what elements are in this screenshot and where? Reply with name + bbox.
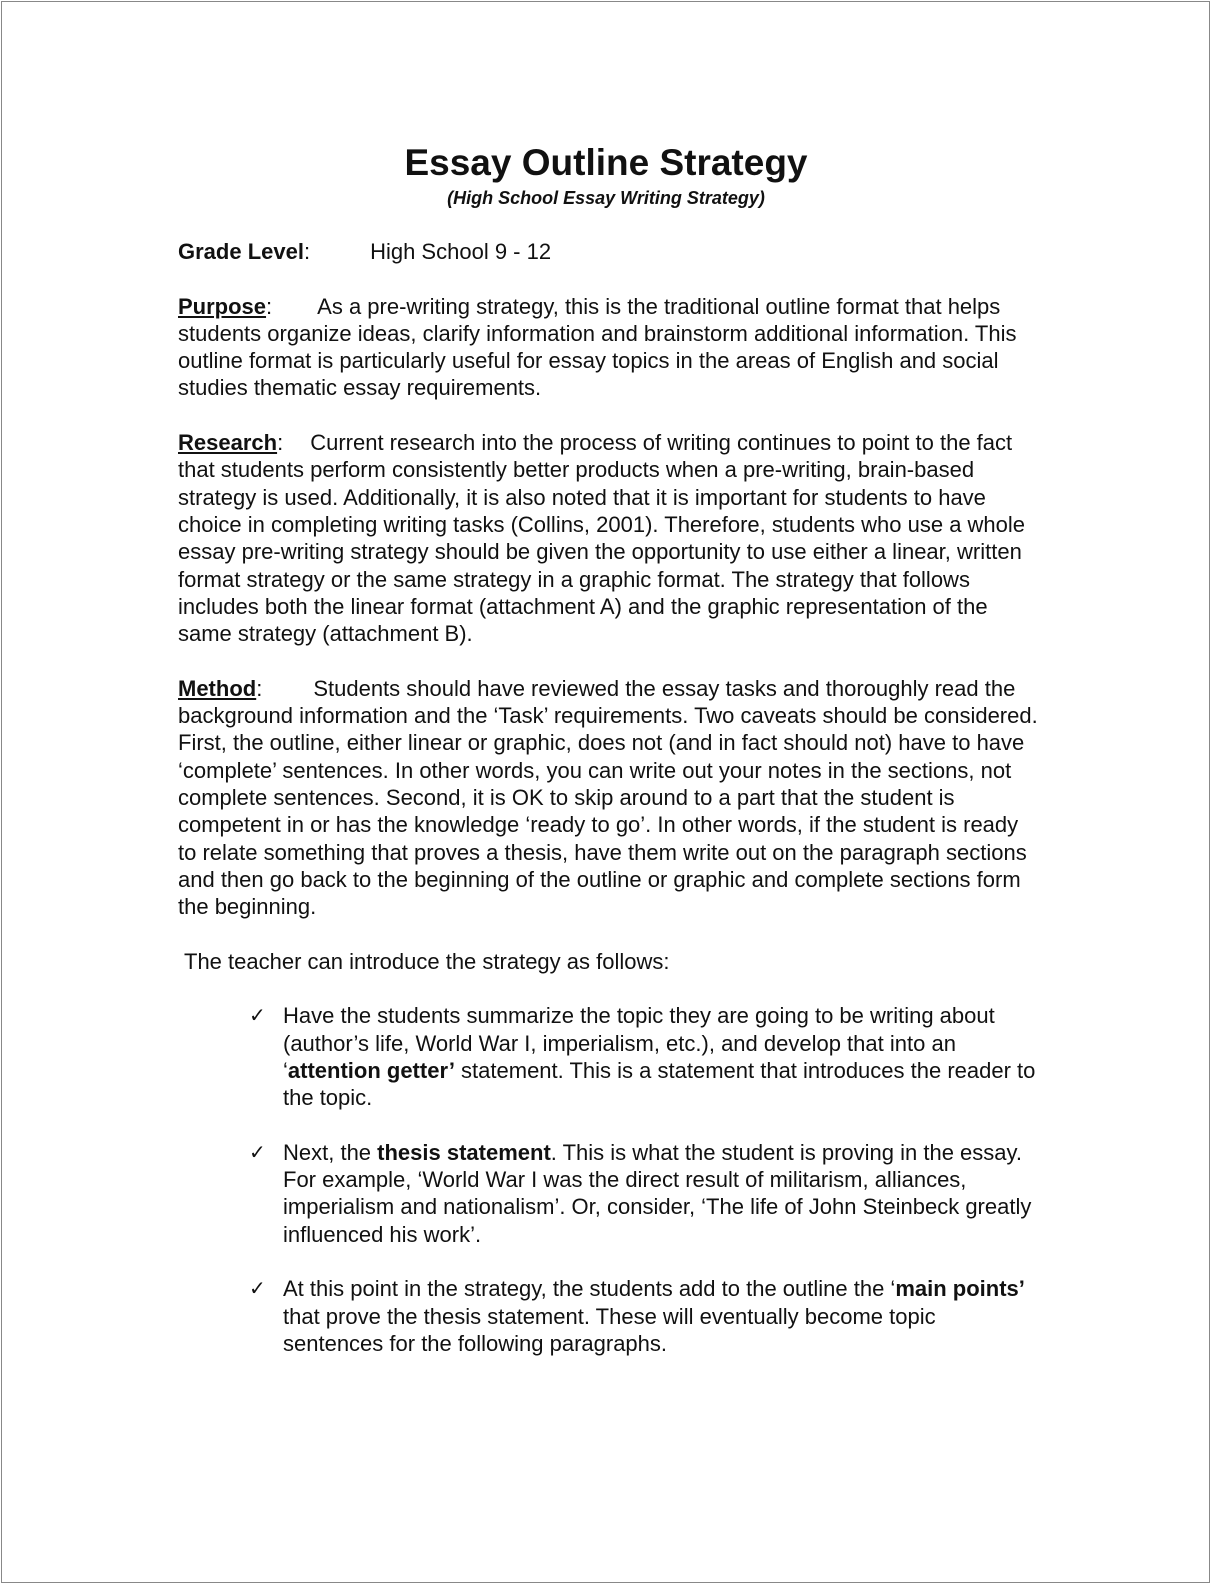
purpose-colon: : — [266, 293, 273, 319]
bullet-text: that prove the thesis statement. These will eventually become topic sentences for the following paragraphs. — [283, 1303, 936, 1356]
purpose-text: As a pre-writing strategy, this is the traditional outline format that helps students organize ideas, clarify information and brainstorm additional information. This outline format is particularly useful for essay topics in the areas of English and social studies thematic essay requirements. — [178, 293, 1017, 401]
strategy-steps-list — [178, 1002, 1038, 1357]
grade-level-label: Grade Level — [178, 239, 304, 264]
checkmark-icon: ✓ — [249, 1003, 266, 1028]
checkmark-icon: ✓ — [249, 1276, 266, 1301]
bullet-bold-text: attention getter’ — [287, 1057, 455, 1083]
grade-level-colon: : — [303, 239, 311, 264]
page-title: Essay Outline Strategy — [404, 142, 808, 183]
research-text: Current research into the process of writing continues to point to the fact that students perform consistently better products when a pre-writing, brain-based strategy is used. Additionally, it is also noted that it is important for students to have choice in completing writing tasks (Collins, 2001). Therefore, students who use a whole essay pre-writing strategy should be given the opportunity to use either a linear, written format strategy or the same strategy in a graphic format. The strategy that follows includes both the linear format (attachment A) and the graphic representation of the same strategy (attachment B). — [178, 430, 1026, 647]
document-body — [178, 140, 1038, 1384]
purpose-section — [178, 293, 1038, 402]
research-label: Research — [178, 430, 278, 456]
purpose-label: Purpose — [178, 293, 267, 319]
bullet-bold-text: thesis statement — [377, 1139, 551, 1165]
method-text: Students should have reviewed the essay tasks and thoroughly read the background information and the ‘Task’ requirements. Two caveats should be considered. First, the outline, either linear or graphic, does not (and in fact should not) have to have ‘complete’ sentences. In other words, you can write out your notes in the sections, not complete sentences. Second, it is OK to skip around to a part that the student is competent in or has the knowledge ‘ready to go’. In other words, if the student is ready to relate something that proves a thesis, have them write out on the paragraph sections and then go back to the beginning of the outline or graphic and complete sections form the beginning. — [178, 675, 1038, 920]
list-item — [178, 1275, 1038, 1357]
bullet-text: Next, the — [283, 1139, 378, 1165]
bullet-text: Have the students summarize the topic they are going to be writing about (author’s life, World War I, imperialism, etc.), and develop that into an ‘ — [283, 1003, 995, 1083]
method-colon: : — [256, 675, 263, 701]
method-section — [178, 675, 1038, 921]
bullet-bold-text: main points’ — [895, 1276, 1025, 1302]
list-item — [178, 1002, 1038, 1111]
bullet-text: statement. This is a statement that introduces the reader to the topic. — [283, 1057, 1036, 1111]
page-subtitle: (High School Essay Writing Strategy) — [447, 188, 765, 208]
grade-level-row — [178, 238, 1038, 265]
research-colon: : — [277, 430, 284, 456]
intro-text: The teacher can introduce the strategy as follows: — [184, 948, 670, 974]
grade-level-value: High School 9 - 12 — [370, 239, 552, 264]
list-item — [178, 1139, 1038, 1248]
research-section — [178, 429, 1038, 647]
bullet-text: At this point in the strategy, the students add to the outline the ‘ — [283, 1276, 896, 1302]
bullet-text: . This is what the student is proving in the essay. For example, ‘World War I was the direct result of militarism, alliances, imperialism and nationalism’. Or, consider, ‘The life of John Steinbeck greatly influenced his work’. — [283, 1139, 1032, 1247]
method-label: Method — [178, 675, 257, 701]
checkmark-icon: ✓ — [249, 1139, 266, 1164]
